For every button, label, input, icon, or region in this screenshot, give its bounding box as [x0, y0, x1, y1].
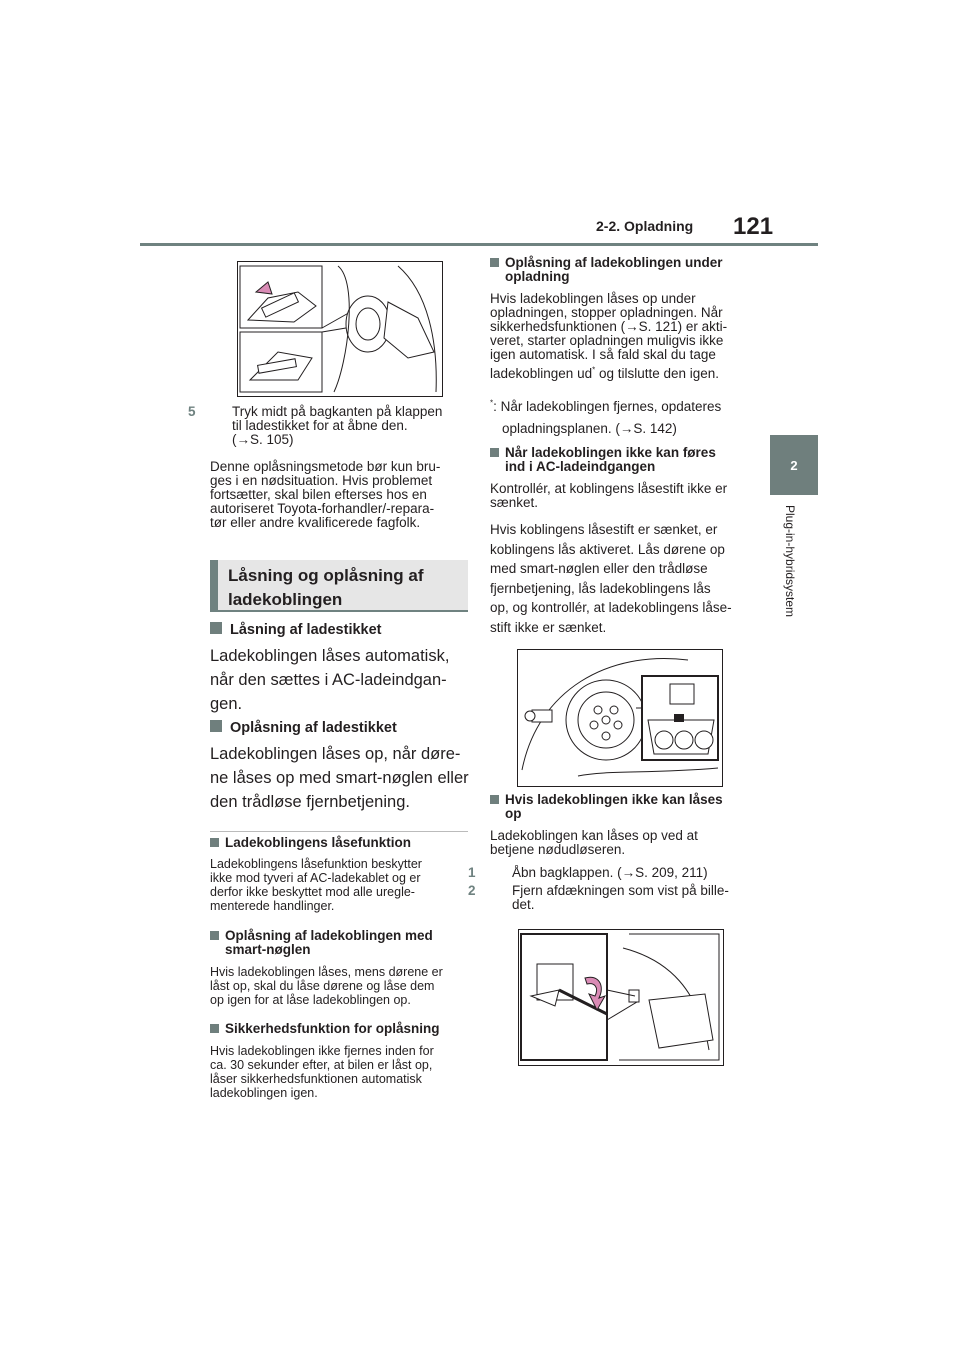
lock-text	[210, 644, 472, 716]
charging-heading-line-1: Oplåsning af ladekoblingen under	[505, 255, 723, 270]
insert-text-line: Kontrollér, at koblingens låsestift ikke er	[490, 481, 728, 496]
step-1	[468, 865, 782, 880]
smart-text-line: låst op, skal du låse dørene og låse dem	[210, 979, 435, 993]
cannot-heading	[490, 793, 775, 821]
func-text-line: Ladekoblingens låsefunktion beskytter	[210, 857, 422, 871]
func-text	[210, 857, 472, 913]
unlock-heading-text: Oplåsning af ladestikket	[230, 720, 397, 736]
safety-heading	[210, 1022, 487, 1036]
square-bullet-icon	[210, 1024, 219, 1033]
square-bullet-icon	[490, 258, 499, 267]
header-rule	[140, 243, 818, 246]
charging-text-last	[490, 367, 760, 381]
lock-text-line: når den sættes i AC-ladeindgan-	[210, 671, 447, 689]
charging-text-line: opladningen, stopper opladningen. Når	[490, 305, 723, 320]
insert-heading	[490, 446, 775, 474]
charging-inlet-figure	[517, 649, 723, 787]
unlock-text-line: den trådløse fjernbetjening.	[210, 793, 410, 811]
cannot-heading-line-1: Hvis ladekoblingen ikke kan låses	[505, 792, 723, 807]
cannot-heading-line-2: op	[505, 806, 522, 821]
safety-text-line: Hvis ladekoblingen ikke fjernes inden for	[210, 1044, 434, 1058]
insert-text-line: med smart-nøglen eller den trådløse	[490, 561, 708, 576]
page-number: 121	[733, 213, 774, 240]
lock-text-line: gen.	[210, 695, 243, 713]
square-bullet-icon	[210, 720, 222, 732]
insert-heading-line-1: Når ladekoblingen ikke kan føres	[505, 445, 716, 460]
charging-heading-line-2: opladning	[505, 269, 570, 284]
func-heading-text: Ladekoblingens låsefunktion	[225, 835, 412, 850]
square-bullet-icon	[210, 931, 219, 940]
footnote-line-2: opladningsplanen. (→S. 142)	[502, 421, 677, 436]
charging-flap-illustration	[238, 262, 442, 396]
unlock-text-line: ne låses op med smart-nøglen eller	[210, 769, 469, 787]
func-text-line: derfor ikke beskyttet mod alle uregle-	[210, 885, 415, 899]
square-bullet-icon	[490, 795, 499, 804]
emergency-note	[210, 460, 472, 530]
step-number: 1	[468, 865, 476, 880]
chapter-tab: 2	[770, 435, 818, 495]
note-line: ges i en nødsituation. Hvis problemet	[210, 473, 433, 488]
charging-text	[490, 292, 760, 381]
square-bullet-icon	[210, 622, 222, 634]
charging-inlet-lock-pin-illustration	[518, 650, 722, 786]
note-line: fortsætter, skal bilen efterses hos en	[210, 487, 427, 502]
section-title-line-1: Låsning og oplåsning af	[228, 566, 424, 585]
charging-flap-figure	[237, 261, 443, 397]
safety-text-line: ca. 30 sekunder efter, at bilen er låst op,	[210, 1058, 433, 1072]
insert-text-line: sænket.	[490, 495, 539, 510]
section-title-line-2: ladekoblingen	[228, 590, 343, 609]
insert-text-line: koblingens lås aktiveret. Lås dørene op	[490, 541, 725, 557]
release-cover-figure	[518, 929, 724, 1066]
insert-text-1	[490, 482, 760, 510]
unlock-heading	[210, 720, 397, 736]
charging-text-line: veret, starter opladningen muligvis ikke	[490, 333, 724, 348]
safety-text-line: ladekoblingen igen.	[210, 1086, 318, 1100]
insert-text-line: Hvis koblingens låsestift er sænket, er	[490, 522, 718, 537]
smart-heading	[210, 929, 487, 957]
charging-heading	[490, 256, 775, 284]
safety-text-line: låser sikkerhedsfunktionen automatisk	[210, 1072, 422, 1086]
smart-heading-line-1: Oplåsning af ladekoblingen med	[225, 928, 433, 943]
lock-heading-text: Låsning af ladestikket	[230, 622, 382, 638]
chapter-label: Plug-in-hybridsystem	[783, 505, 797, 618]
note-line: tør eller andre kvalificerede fagfolk.	[210, 515, 421, 530]
cannot-text-line: betjene nødudløseren.	[490, 842, 626, 857]
cannot-text-line: Ladekoblingen kan låses op ved at	[490, 828, 698, 843]
step-5	[188, 404, 490, 447]
insert-heading-line-2: ind i AC-ladeindgangen	[505, 459, 656, 474]
insert-text-line: fjernbetjening, lås ladekoblingens lås	[490, 580, 711, 596]
smart-text-line: op igen for at låse ladekoblingen op.	[210, 993, 411, 1007]
charging-text-line: sikkerhedsfunktionen (→S. 121) er akti-	[490, 319, 728, 334]
step-1-text: Åbn bagklappen. (→S. 209, 211)	[512, 865, 708, 880]
func-text-line: ikke mod tyveri af AC-ladekablet og er	[210, 871, 421, 885]
footnote	[490, 396, 760, 440]
safety-text	[210, 1044, 472, 1100]
note-line: autoriseret Toyota-forhandler/-repara-	[210, 501, 435, 516]
safety-heading-text: Sikkerhedsfunktion for oplåsning	[225, 1021, 440, 1036]
insert-text-line: op, og kontrollér, at ladekoblingens låse-	[490, 600, 732, 615]
step-2	[468, 883, 782, 912]
lock-text-line: Ladekoblingen låses automatisk,	[210, 647, 450, 665]
lock-heading	[210, 622, 382, 638]
smart-text	[210, 965, 472, 1007]
step-5-line-1: Tryk midt på bagkanten på klappen	[232, 404, 443, 419]
unlock-text-line: Ladekoblingen låses op, når døre-	[210, 745, 461, 763]
section-title-box	[210, 560, 468, 612]
step-5-line-2: til ladestikket for at åbne den.	[232, 418, 408, 433]
charging-last-a: ladekoblingen ud	[490, 366, 593, 381]
smart-text-line: Hvis ladekoblingen låses, mens dørene er	[210, 965, 443, 979]
footnote-marker: *	[592, 365, 596, 375]
unlock-text	[210, 742, 472, 814]
func-heading	[210, 836, 487, 850]
smart-heading-line-2: smart-nøglen	[225, 942, 311, 957]
note-line: Denne oplåsningsmetode bør kun bru-	[210, 459, 441, 474]
square-bullet-icon	[210, 838, 219, 847]
section-header: 2-2. Opladning	[596, 218, 694, 234]
divider	[210, 831, 468, 832]
emergency-release-cover-illustration	[519, 930, 723, 1065]
step-number: 5	[188, 404, 196, 419]
charging-last-b: og tilslutte den igen.	[595, 366, 720, 381]
step-2-line-2: det.	[512, 897, 535, 912]
step-number: 2	[468, 883, 476, 898]
charging-text-line: igen automatisk. I så fald skal du tage	[490, 347, 716, 362]
footnote-line-1: : Når ladekoblingen fjernes, opdateres	[493, 399, 722, 414]
insert-text-2	[490, 520, 760, 637]
step-5-line-3: (→S. 105)	[232, 432, 294, 447]
insert-text-line: stift ikke er sænket.	[490, 619, 607, 635]
func-text-line: menterede handlinger.	[210, 899, 335, 913]
square-bullet-icon	[490, 448, 499, 457]
charging-text-line: Hvis ladekoblingen låses op under	[490, 291, 696, 306]
cannot-text	[490, 829, 760, 857]
footnote-star: *	[490, 398, 494, 408]
step-2-line-1: Fjern afdækningen som vist på bille-	[512, 883, 729, 898]
